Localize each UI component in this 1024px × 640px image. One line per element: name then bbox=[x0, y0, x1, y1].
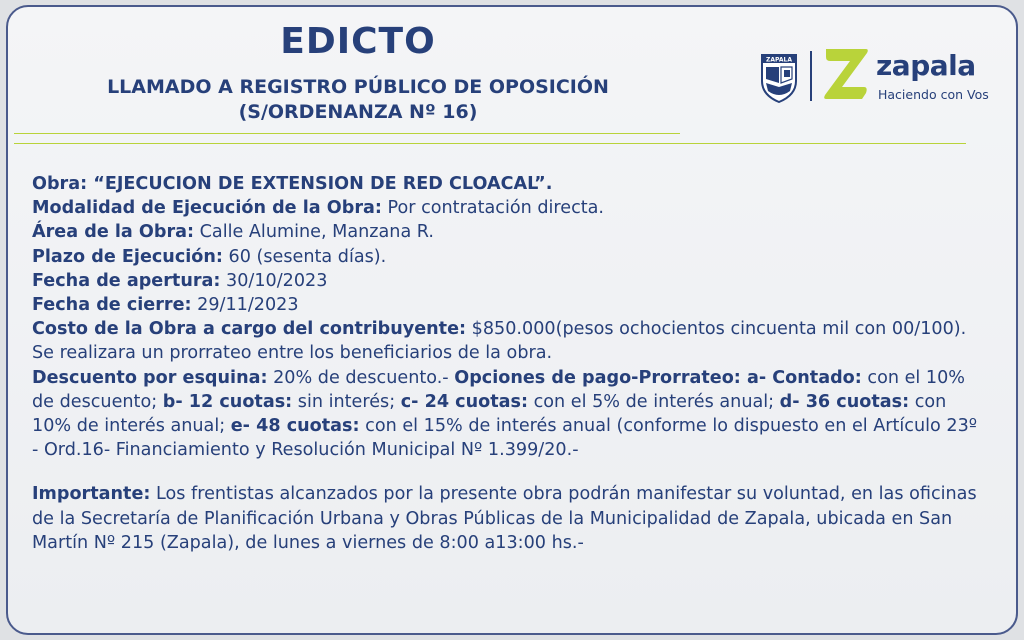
option-d-value: con 10% de interés anual; bbox=[32, 391, 947, 437]
costo-value: $850.000(pesos ochocientos cincuenta mil con 00/100). Se realizara un prorrateo entre los beneficiarios de la obra. bbox=[32, 319, 967, 364]
apertura-line bbox=[32, 269, 982, 293]
cierre-label: Fecha de cierre: bbox=[32, 295, 192, 316]
zapala-logo bbox=[760, 47, 1000, 107]
opciones-value: con el 10% de descuento; bbox=[32, 367, 965, 412]
subtitle bbox=[8, 75, 708, 125]
option-d-label: d- 36 cuotas: bbox=[779, 391, 910, 412]
plazo-label: Plazo de Ejecución: bbox=[32, 246, 223, 267]
descuento-label: Descuento por esquina: bbox=[32, 367, 268, 388]
area-value: Calle Alumine, Manzana R. bbox=[194, 222, 435, 243]
option-c-label: c- 24 cuotas: bbox=[400, 391, 529, 412]
modalidad-value: Por contratación directa. bbox=[381, 198, 605, 219]
edict-card bbox=[6, 5, 1018, 635]
plazo-line bbox=[32, 245, 982, 269]
importante-label: Importante: bbox=[32, 484, 151, 505]
apertura-value: 30/10/2023 bbox=[220, 270, 328, 291]
obra-text: Obra: “EJECUCION DE EXTENSION DE RED CLOACAL”. bbox=[32, 174, 553, 194]
option-e-label: e- 48 cuotas: bbox=[230, 416, 360, 437]
divider-short bbox=[14, 133, 680, 134]
option-b-value: sin interés; bbox=[292, 391, 401, 412]
municipal-shield-icon bbox=[760, 49, 798, 103]
subtitle-line-1: LLAMADO A REGISTRO PÚBLICO DE OPOSICIÓN bbox=[107, 76, 609, 98]
option-e-value: con el 15% de interés anual (conforme lo dispuesto en el Artículo 23º - Ord.16- Financiamiento y Resolución Municipal Nº 1.399/20.- bbox=[32, 416, 978, 461]
costo-label: Costo de la Obra a cargo del contribuyente: bbox=[32, 319, 467, 340]
edict-body bbox=[32, 172, 982, 555]
modalidad-label: Modalidad de Ejecución de la Obra: bbox=[32, 198, 382, 219]
page-title: EDICTO bbox=[280, 21, 436, 62]
paragraph-gap bbox=[32, 462, 982, 482]
shield-text: ZAPALA bbox=[766, 56, 792, 64]
option-c-value: con el 5% de interés anual; bbox=[528, 391, 780, 412]
area-line bbox=[32, 220, 982, 244]
brand-name: zapala bbox=[876, 49, 976, 82]
importante-value: Los frentistas alcanzados por la presente obra podrán manifestar su voluntad, en las oficinas de la Secretaría de Planificación Urbana y Obras Públicas de la Municipalidad de Zapala, ubicada en San Martín Nº 215 (Zapala), de lunes a viernes de 8:00 a13:00 hs.- bbox=[32, 484, 977, 553]
logo-separator bbox=[810, 51, 812, 101]
opciones-label: Opciones de pago-Prorrateo: a- Contado: bbox=[454, 367, 862, 388]
area-label: Área de la Obra: bbox=[32, 222, 195, 243]
importante-paragraph bbox=[32, 482, 982, 555]
costo-paragraph bbox=[32, 317, 982, 365]
modalidad-line bbox=[32, 196, 982, 220]
divider-long bbox=[14, 143, 966, 144]
descuento-value: 20% de descuento.- bbox=[267, 367, 455, 388]
z-brand-icon bbox=[822, 47, 870, 101]
cierre-value: 29/11/2023 bbox=[191, 295, 299, 316]
obra-line bbox=[32, 172, 982, 196]
apertura-label: Fecha de apertura: bbox=[32, 270, 221, 291]
brand-tagline: Haciendo con Vos bbox=[878, 87, 989, 102]
plazo-value: 60 (sesenta días). bbox=[222, 246, 387, 267]
subtitle-line-2: (S/ORDENANZA Nº 16) bbox=[238, 101, 478, 123]
descuento-paragraph bbox=[32, 366, 982, 463]
cierre-line bbox=[32, 293, 982, 317]
option-b-label: b- 12 cuotas: bbox=[162, 391, 293, 412]
